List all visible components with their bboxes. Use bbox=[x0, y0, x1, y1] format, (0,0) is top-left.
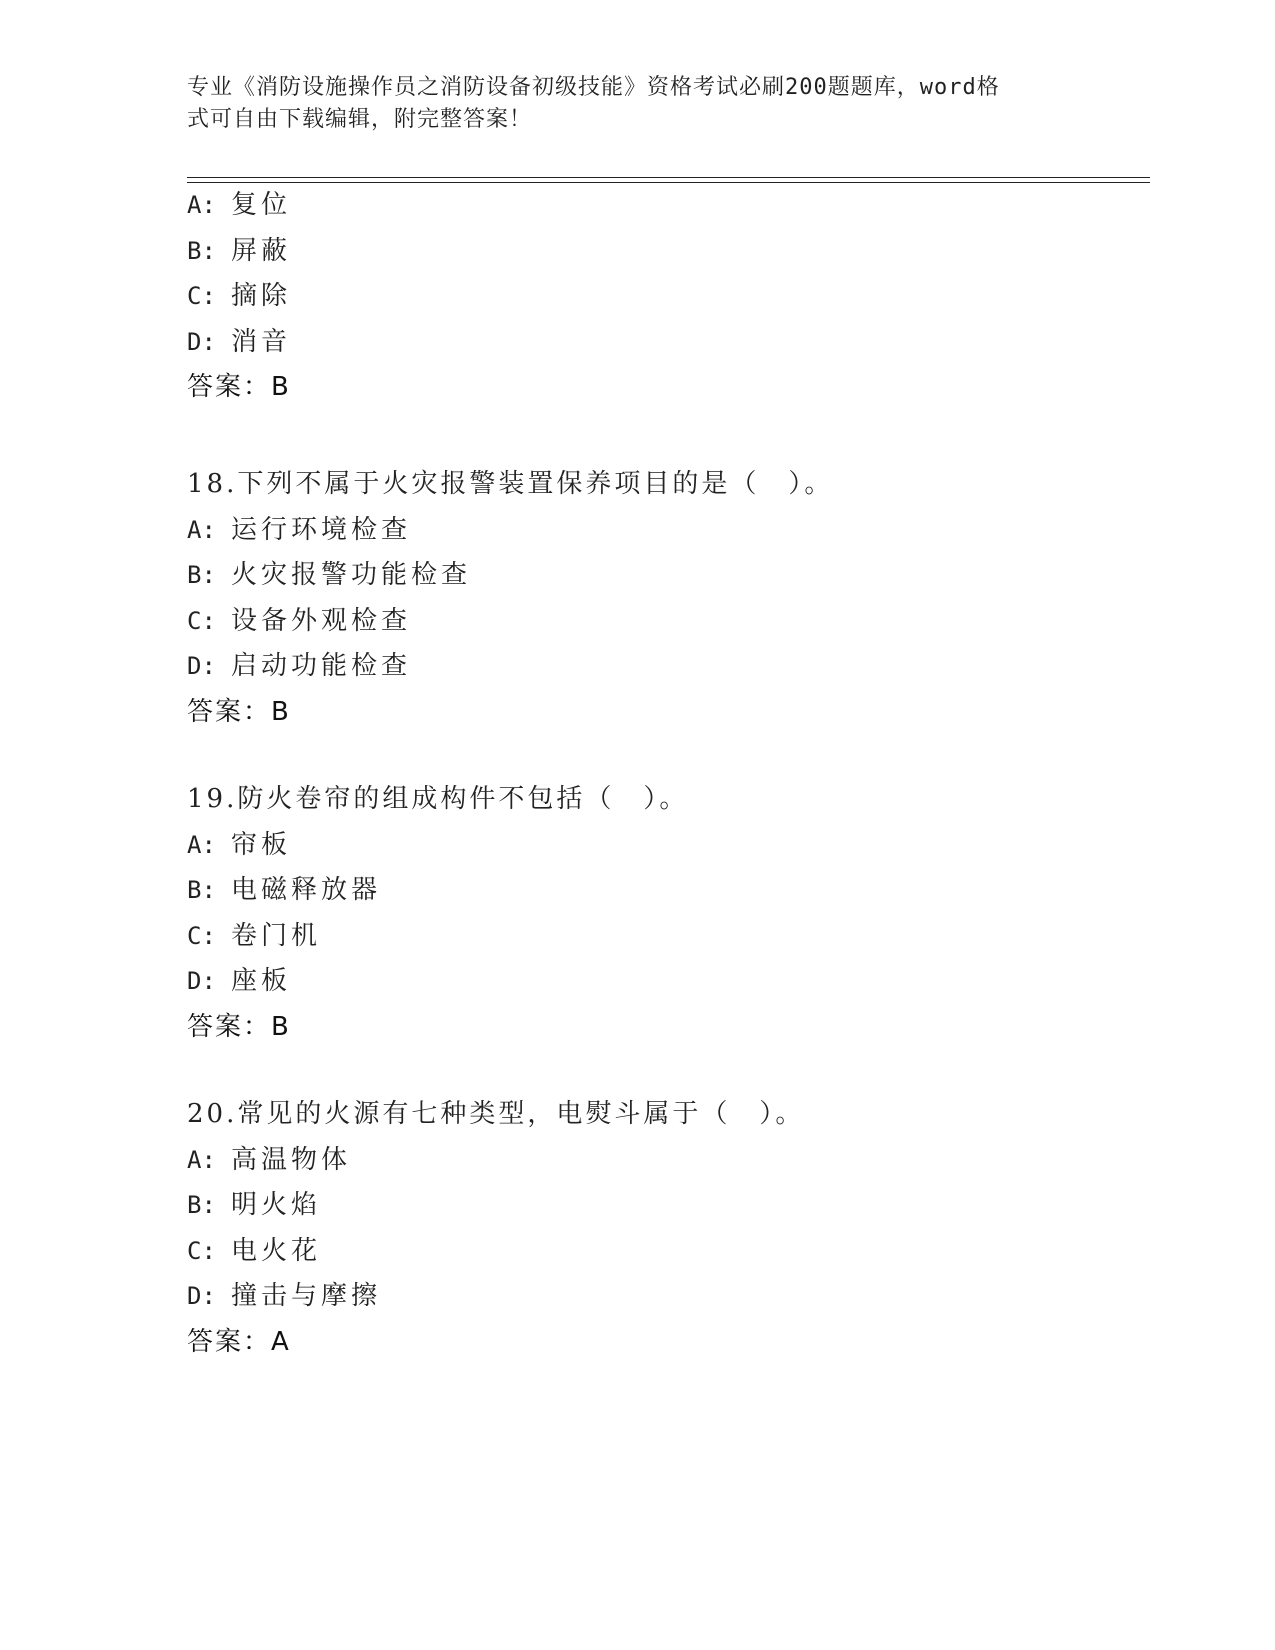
option-text: 火灾报警功能检查 bbox=[231, 560, 472, 591]
option-c bbox=[187, 274, 1127, 320]
option-label: B: bbox=[187, 236, 216, 265]
option-text: 复位 bbox=[231, 190, 292, 220]
option-d bbox=[187, 320, 1127, 366]
option-c bbox=[187, 599, 1127, 645]
document-header bbox=[187, 72, 1067, 136]
option-text: 高温物体 bbox=[231, 1144, 352, 1175]
option-d bbox=[187, 644, 1127, 690]
option-label: C: bbox=[187, 1236, 216, 1265]
question-title: 18.下列不属于火灾报警装置保养项目的是（ ）。 bbox=[187, 469, 834, 499]
option-label: B: bbox=[187, 561, 216, 590]
option-label: A: bbox=[187, 1145, 216, 1174]
option-text: 电火花 bbox=[231, 1235, 322, 1266]
question-20 bbox=[187, 1092, 1127, 1366]
option-label: C: bbox=[187, 606, 216, 635]
answer-line: 答案：B bbox=[187, 696, 291, 727]
option-b bbox=[187, 1183, 1127, 1229]
option-text: 撞击与摩擦 bbox=[231, 1281, 382, 1312]
option-c bbox=[187, 1229, 1127, 1275]
header-line-1: 专业《消防设施操作员之消防设备初级技能》资格考试必刷200题题库，word格 bbox=[187, 75, 1000, 100]
option-text: 卷门机 bbox=[231, 920, 322, 951]
option-a bbox=[187, 183, 1127, 229]
option-label: D: bbox=[187, 967, 216, 996]
option-d bbox=[187, 959, 1127, 1005]
question-17-continued bbox=[187, 183, 1127, 411]
answer-line: 答案：B bbox=[187, 372, 291, 403]
option-a bbox=[187, 1138, 1127, 1184]
option-label: A: bbox=[187, 830, 216, 859]
option-text: 设备外观检查 bbox=[231, 605, 412, 636]
option-text: 消音 bbox=[231, 326, 292, 357]
question-title: 20.常见的火源有七种类型，电熨斗属于（ ）。 bbox=[187, 1099, 805, 1129]
option-label: A: bbox=[187, 515, 216, 544]
question-title: 19.防火卷帘的组成构件不包括（ ）。 bbox=[187, 784, 689, 814]
answer-line: 答案：A bbox=[187, 1326, 291, 1357]
answer-line: 答案：B bbox=[187, 1011, 291, 1042]
option-text: 启动功能检查 bbox=[231, 651, 412, 682]
option-text: 座板 bbox=[231, 966, 292, 997]
option-text: 帘板 bbox=[231, 829, 292, 860]
question-19 bbox=[187, 777, 1127, 1051]
option-text: 明火焰 bbox=[231, 1190, 322, 1221]
option-label: A: bbox=[187, 191, 216, 219]
option-c bbox=[187, 914, 1127, 960]
option-b bbox=[187, 229, 1127, 275]
option-a bbox=[187, 823, 1127, 869]
option-b bbox=[187, 553, 1127, 599]
option-label: D: bbox=[187, 327, 216, 356]
header-line-2: 式可自由下载编辑，附完整答案！ bbox=[187, 107, 533, 132]
option-text: 摘除 bbox=[231, 281, 292, 312]
option-text: 屏蔽 bbox=[231, 235, 292, 266]
option-text: 运行环境检查 bbox=[231, 514, 412, 545]
question-18 bbox=[187, 462, 1127, 736]
option-label: B: bbox=[187, 876, 216, 905]
header-divider-top bbox=[187, 177, 1150, 178]
option-label: C: bbox=[187, 282, 216, 311]
option-label: B: bbox=[187, 1191, 216, 1220]
option-b bbox=[187, 868, 1127, 914]
option-d bbox=[187, 1274, 1127, 1320]
option-label: D: bbox=[187, 1282, 216, 1311]
option-a bbox=[187, 508, 1127, 554]
option-text: 电磁释放器 bbox=[231, 875, 382, 906]
option-label: C: bbox=[187, 921, 216, 950]
option-label: D: bbox=[187, 652, 216, 681]
